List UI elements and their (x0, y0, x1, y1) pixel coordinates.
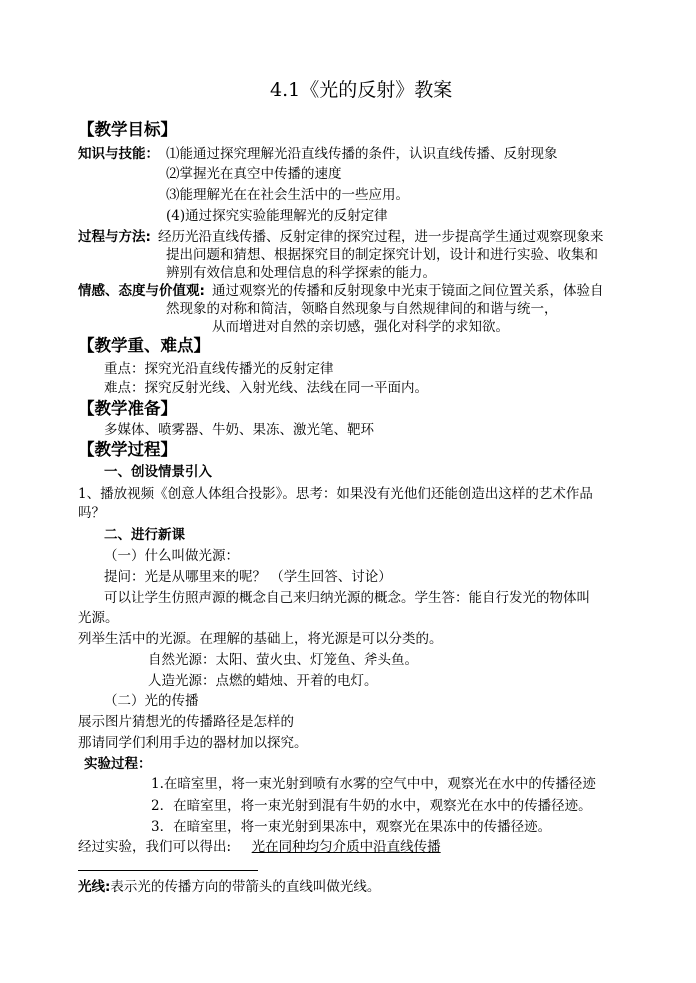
light-source-line: 可以让学生仿照声源的概念自己来归纳光源的概念。学生答：能自行发光的物体叫 (104, 590, 590, 606)
ray-label: 光线: (78, 879, 111, 895)
emotion-line-1: 通过观察光的传播和反射现象中光束于镜面之间位置关系，体验自 (212, 283, 604, 299)
experiment-label: 实验过程： (84, 756, 152, 772)
experiment-step-3: 3．在暗室里，将一束光射到果冻中，观察光在果冻中的传播径迹。 (151, 819, 552, 835)
experiment-step-1: 1.在暗室里，将一束光射到喷有水雾的空气中中，观察光在水中的传播径迹 (151, 776, 596, 792)
process-method-label: 过程与方法: (78, 229, 151, 245)
prep-items: 多媒体、喷雾器、牛奶、果冻、激光笔、靶环 (104, 422, 374, 438)
subsection-light-source: （一）什么叫做光源： (104, 548, 239, 564)
knowledge-item-1: ⑴能通过探究理解光沿直线传播的条件，认识直线传播、反射现象 (166, 146, 558, 162)
ray-definition-text: 表示光的传播方向的带箭头的直线叫做光线。 (110, 879, 381, 895)
question-line: 提问：光是从哪里来的呢？ （学生回答、讨论） (104, 569, 392, 585)
process-method-line-3: 辨别有效信息和处理信息的科学探索的能力。 (166, 265, 436, 281)
light-source-line-cont: 光源。 (78, 610, 119, 626)
difficult-point: 难点：探究反射光线、入射光线、法线在同一平面内。 (104, 380, 428, 396)
process-method-line-1: 经历光沿直线传播、反射定律的探究过程，进一步提高学生通过观察现象来 (158, 229, 604, 245)
step-1-heading: 一、创设情景引入 (104, 464, 212, 480)
propagation-line-1: 展示图片猜想光的传播路径是怎样的 (78, 714, 294, 730)
section-heading-focus: 【教学重、难点】 (78, 336, 210, 355)
key-point: 重点：探究光沿直线传播光的反射定律 (104, 361, 334, 377)
section-heading-process: 【教学过程】 (78, 440, 177, 459)
natural-light-sources: 自然光源：太阳、萤火虫、灯笼鱼、斧头鱼。 (148, 652, 418, 668)
emotion-line-3: 从而增进对自然的亲切感，强化对科学的求知欲。 (212, 319, 509, 335)
divider-line (78, 870, 258, 871)
light-source-examples-line: 列举生活中的光源。在理解的基础上，将光源是可以分类的。 (78, 631, 443, 647)
emotion-line-2: 然现象的对称和简洁，领略自然现象与自然规律间的和谐与统一， (166, 301, 558, 317)
page-title: 4.1《光的反射》教案 (270, 79, 453, 101)
subsection-propagation: （二）光的传播 (104, 693, 199, 709)
conclusion-text: 光在同种均匀介质中沿直线传播 (251, 839, 441, 855)
conclusion-prefix: 经过实验，我们可以得出: (78, 839, 232, 855)
conclusion-line (78, 838, 441, 856)
knowledge-item-2: ⑵掌握光在真空中传播的速度 (166, 166, 342, 182)
propagation-line-2: 那请同学们利用手边的器材加以探究。 (78, 735, 308, 751)
step-1-line: 1、播放视频《创意人体组合投影》。思考：如果没有光他们还能创造出这样的艺术作品 (78, 486, 593, 502)
section-heading-prep: 【教学准备】 (78, 399, 177, 418)
knowledge-item-3: ⑶能理解光在在社会生活中的一些应用。 (166, 187, 409, 203)
process-method-line-2: 提出问题和猜想、根据探究目的制定探究计划，设计和进行实验、收集和 (166, 247, 598, 263)
ray-definition (78, 878, 380, 896)
step-2-heading: 二、进行新课 (104, 527, 185, 543)
section-heading-goals: 【教学目标】 (78, 120, 177, 139)
emotion-label: 情感、态度与价值观: (78, 283, 205, 299)
artificial-light-sources: 人造光源：点燃的蜡烛、开着的电灯。 (148, 673, 378, 689)
step-1-line-cont: 吗？ (78, 505, 105, 521)
experiment-step-2: 2．在暗室里，将一束光射到混有牛奶的水中，观察光在水中的传播径迹。 (151, 798, 592, 814)
knowledge-label: 知识与技能： (78, 146, 159, 162)
knowledge-item-4: (4)通过探究实验能理解光的反射定律 (166, 208, 388, 224)
